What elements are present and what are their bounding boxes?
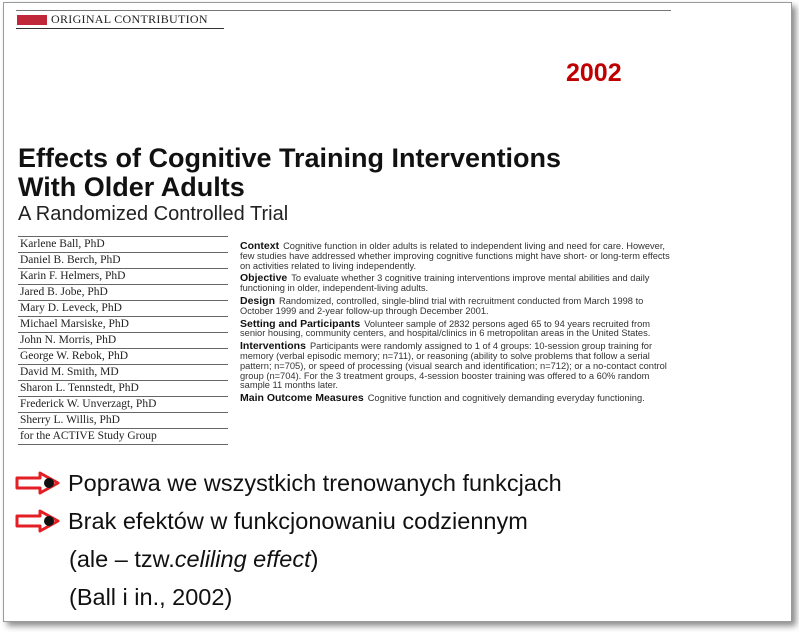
paper-subtitle: A Randomized Controlled Trial xyxy=(18,203,289,225)
author: Mary D. Leveck, PhD xyxy=(18,301,228,317)
abstract-text: Volunteer sample of 2832 persons aged 65 to 94 years recruited from senior housing, community centers, and hospital/clinics in 6 metropolitan areas in the United States. xyxy=(240,318,651,339)
paper-title-line-2: With Older Adults xyxy=(18,172,245,202)
abstract-heading: Main Outcome Measures xyxy=(240,392,364,405)
paper-title xyxy=(18,144,668,202)
abstract-text: To evaluate whether 3 cognitive training interventions improve mental abilities and daily functioning in older, independent-living adults. xyxy=(240,273,650,294)
author-list xyxy=(18,236,228,445)
abstract-setting xyxy=(240,317,672,340)
citation: (Ball i in., 2002) xyxy=(69,584,233,610)
paper-top-rule xyxy=(16,10,671,11)
author: George W. Rebok, PhD xyxy=(18,349,228,365)
note-prefix: (ale – tzw. xyxy=(69,546,175,572)
abstract-outcomes xyxy=(240,394,672,404)
abstract-heading: Context xyxy=(240,242,280,252)
abstract-text: Randomized, controlled, single-blind trial with recruitment conducted from March 1998 to October 1999 and 2-year follow-up through December 2001. xyxy=(240,295,644,316)
abstract-objective xyxy=(240,274,672,294)
author: Michael Marsiske, PhD xyxy=(18,317,228,333)
author: Sherry L. Willis, PhD xyxy=(18,413,228,429)
arrow-bullet-icon xyxy=(14,509,64,533)
author: Sharon L. Tennstedt, PhD xyxy=(18,381,228,397)
abstract-text: Participants were randomly assigned to 1 of 4 groups: 10-session group training for memory (verbal episodic memory; n=711), or reasoning (ability to solve problems that follow a serial pattern; n=705), or speed of processing (visual search and identification; n=712); or a no-contact control group (n=704). For the 3 treatment groups, 4-session booster training was offered to a 60% random sample 11 months later. xyxy=(240,341,667,391)
bullet-item xyxy=(14,502,784,540)
year-label: 2002 xyxy=(566,59,622,87)
author: John N. Morris, PhD xyxy=(18,333,228,349)
author: David M. Smith, MD xyxy=(18,365,228,381)
author: Frederick W. Unverzagt, PhD xyxy=(18,397,228,413)
bullet-item xyxy=(14,464,784,502)
abstract-design xyxy=(240,294,672,317)
abstract-heading: Interventions xyxy=(240,340,306,353)
bullet-text: Poprawa we wszystkich trenowanych funkcjach xyxy=(68,470,562,496)
paper-title-line-1: Effects of Cognitive Training Interventions xyxy=(18,143,562,173)
slide xyxy=(3,2,792,622)
abstract-heading: Objective xyxy=(240,272,288,285)
section-flag xyxy=(17,15,47,25)
author: Karlene Ball, PhD xyxy=(18,236,228,253)
arrow-bullet-icon xyxy=(14,471,64,495)
note-suffix: ) xyxy=(310,546,319,572)
section-label: ORIGINAL CONTRIBUTION xyxy=(51,12,208,26)
abstract-heading: Setting and Participants xyxy=(240,317,361,330)
bullet-note xyxy=(14,540,784,578)
abstract-text: Cognitive function and cognitively demanding everyday functioning. xyxy=(367,393,645,404)
author: Jared B. Jobe, PhD xyxy=(18,285,228,301)
abstract-text: Cognitive function in older adults is related to independent living and need for care. However, few studies have addressed whether improving cognitive functions might have short- or long-term effects on activities related to living independently. xyxy=(240,242,670,271)
abstract-context xyxy=(240,242,672,271)
author-group: for the ACTIVE Study Group xyxy=(18,429,228,445)
note-italic-term: celiling effect xyxy=(174,546,311,572)
author: Daniel B. Berch, PhD xyxy=(18,253,228,269)
bullet-list xyxy=(14,464,784,616)
author: Karin F. Helmers, PhD xyxy=(18,269,228,285)
bullet-text: Brak efektów w funkcjonowaniu codziennym xyxy=(68,508,528,534)
section-rule xyxy=(16,28,224,29)
abstract xyxy=(240,242,672,454)
abstract-interventions xyxy=(240,342,672,391)
abstract-heading: Design xyxy=(240,294,276,307)
